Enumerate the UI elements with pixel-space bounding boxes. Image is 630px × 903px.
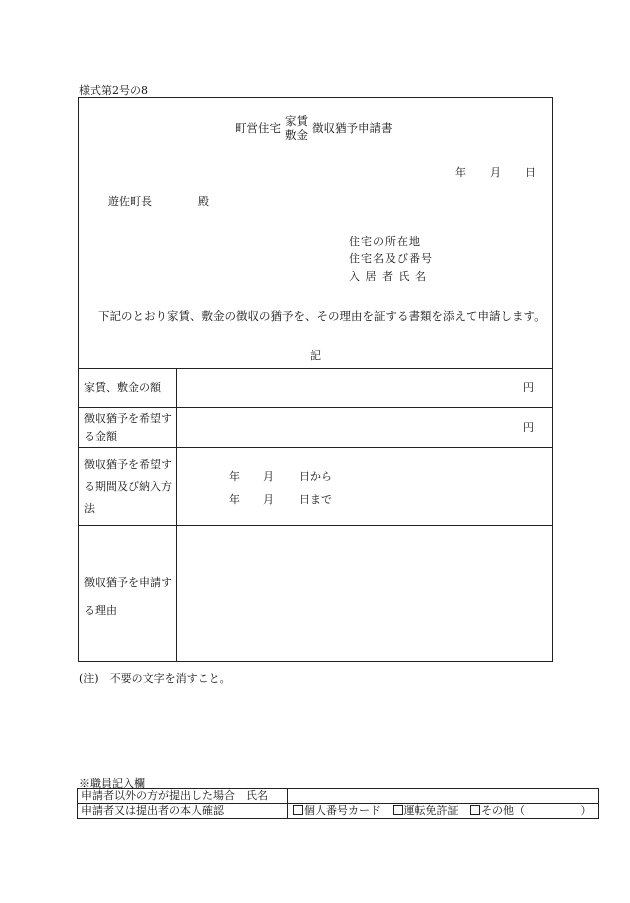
staff-table [77, 788, 599, 819]
column-divider [176, 368, 177, 661]
checkbox-icon[interactable] [393, 805, 403, 815]
other-submitter-label: 申請者以外の方が提出した場合 氏名 [78, 789, 288, 804]
application-frame [78, 97, 553, 662]
staff-row-other-submitter [78, 789, 599, 804]
row-divider [79, 525, 552, 526]
from-day: 日から [299, 470, 332, 483]
row-divider [79, 407, 552, 408]
house-label: 住宅名及び番号 [349, 252, 433, 265]
desired-amount-yen: 円 [523, 421, 534, 434]
staff-row-identity-check [78, 804, 599, 819]
date-year: 年 [455, 166, 466, 179]
resident-label: 入 居 者 氏 名 [349, 270, 427, 283]
addressee-name: 遊佐町長 [108, 195, 152, 208]
reason-label: 徴収猶予を申請する理由 [84, 576, 172, 617]
period-label: 徴収猶予を希望する期間及び納入方法 [84, 458, 172, 515]
option-my-number-card[interactable]: 個人番号カード [293, 804, 381, 817]
other-submitter-name-field[interactable] [288, 789, 599, 804]
to-day: 日まで [299, 493, 332, 506]
amount-yen: 円 [523, 381, 534, 394]
date-month: 月 [490, 166, 501, 179]
from-month: 月 [263, 470, 274, 483]
request-statement: 下記のとおり家賃、敷金の徴収の猶予を、その理由を証する書類を添えて申請します。 [98, 309, 546, 323]
identity-check-options [288, 804, 599, 819]
row-divider [79, 368, 552, 369]
from-year: 年 [229, 470, 240, 483]
checkbox-icon[interactable] [293, 805, 303, 815]
ki-heading: 記 [310, 349, 321, 362]
close-paren: ） [580, 804, 592, 817]
date-day: 日 [525, 166, 536, 179]
to-year: 年 [229, 493, 240, 506]
checkbox-icon[interactable] [470, 805, 480, 815]
identity-check-label: 申請者又は提出者の本人確認 [78, 804, 288, 819]
note: (注) 不要の文字を消すこと。 [79, 672, 231, 685]
to-month: 月 [263, 493, 274, 506]
title-option-deposit: 敷金 [285, 128, 308, 142]
desired-amount-label: 徴収猶予を希望する金額 [84, 412, 172, 443]
amount-label: 家賃、敷金の額 [84, 381, 161, 394]
addressee-honorific: 殿 [198, 195, 209, 208]
document-title [235, 114, 393, 142]
option-other[interactable]: その他（ [470, 804, 525, 817]
addressee [108, 193, 209, 209]
staff-section-title: ※職員記入欄 [79, 777, 145, 790]
title-prefix: 町営住宅 [235, 121, 281, 135]
row-divider [79, 447, 552, 448]
form-number: 様式第2号の8 [79, 84, 148, 97]
option-drivers-license[interactable]: 運転免許証 [393, 804, 459, 817]
title-options [285, 114, 308, 142]
address-label: 住宅の所在地 [349, 235, 421, 248]
title-suffix: 徴収猶予申請書 [312, 121, 393, 135]
title-option-rent: 家賃 [285, 114, 308, 128]
